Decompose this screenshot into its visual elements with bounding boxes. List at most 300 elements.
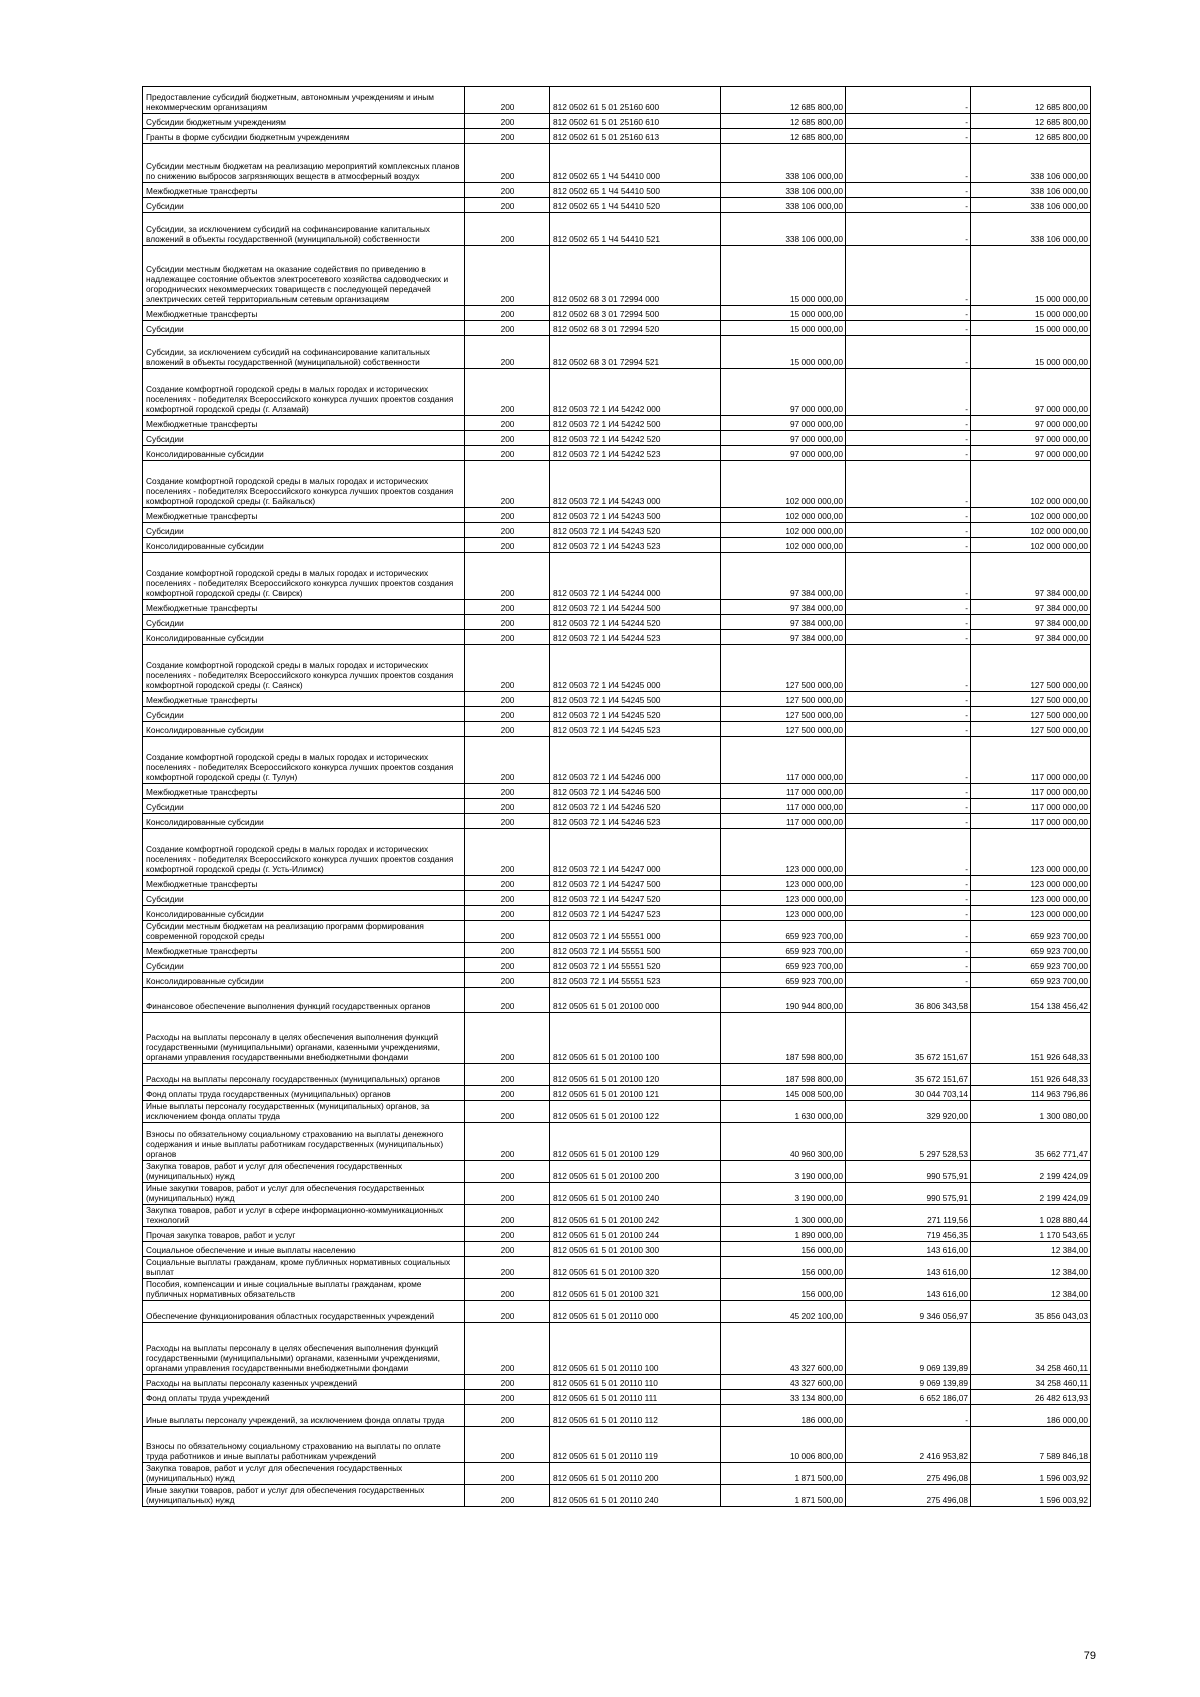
row-line-code: 200: [465, 737, 550, 784]
row-budget-code: 812 0503 72 1 И4 54242 000: [550, 369, 721, 416]
table-row: [143, 1227, 1091, 1242]
row-line-code: 200: [465, 538, 550, 553]
row-name: Консолидированные субсидии: [143, 814, 465, 829]
row-name: Финансовое обеспечение выполнения функций государственных органов: [143, 988, 465, 1013]
row-budget-code: 812 0502 68 3 01 72994 521: [550, 336, 721, 369]
row-unexecuted-amount: 102 000 000,00: [971, 523, 1091, 538]
row-name: Фонд оплаты труда учреждений: [143, 1390, 465, 1405]
table-row: [143, 707, 1091, 722]
row-approved-amount: 127 500 000,00: [721, 645, 846, 692]
row-approved-amount: 15 000 000,00: [721, 321, 846, 336]
row-budget-code: 812 0503 72 1 И4 54243 500: [550, 508, 721, 523]
table-row: [143, 630, 1091, 645]
table-row: [143, 183, 1091, 198]
row-budget-code: 812 0503 72 1 И4 55551 500: [550, 943, 721, 958]
row-executed-amount: 275 496,08: [846, 1463, 971, 1485]
row-unexecuted-amount: 102 000 000,00: [971, 508, 1091, 523]
table-row: [143, 1427, 1091, 1463]
row-approved-amount: 97 384 000,00: [721, 553, 846, 600]
row-line-code: 200: [465, 1485, 550, 1507]
row-executed-amount: 719 456,35: [846, 1227, 971, 1242]
row-approved-amount: 117 000 000,00: [721, 784, 846, 799]
row-line-code: 200: [465, 692, 550, 707]
row-approved-amount: 33 134 800,00: [721, 1390, 846, 1405]
row-name: Иные выплаты персоналу государственных (муниципальных) органов, за исключением фонда оплаты труда: [143, 1101, 465, 1123]
row-name: Межбюджетные трансферты: [143, 943, 465, 958]
row-name: Создание комфортной городской среды в малых городах и исторических поселениях - победителях Всероссийского конкурса лучших проектов создания комфортной городской среды (г. Байкальск): [143, 461, 465, 508]
table-row: [143, 431, 1091, 446]
row-unexecuted-amount: 15 000 000,00: [971, 336, 1091, 369]
row-budget-code: 812 0503 72 1 И4 54247 523: [550, 906, 721, 921]
row-approved-amount: 12 685 800,00: [721, 114, 846, 129]
row-name: Создание комфортной городской среды в малых городах и исторических поселениях - победителях Всероссийского конкурса лучших проектов создания комфортной городской среды (г. Саянск): [143, 645, 465, 692]
row-unexecuted-amount: 7 589 846,18: [971, 1427, 1091, 1463]
row-approved-amount: 97 384 000,00: [721, 615, 846, 630]
row-line-code: 200: [465, 1427, 550, 1463]
row-unexecuted-amount: 123 000 000,00: [971, 906, 1091, 921]
row-budget-code: 812 0503 72 1 И4 54247 000: [550, 829, 721, 876]
row-unexecuted-amount: 15 000 000,00: [971, 246, 1091, 306]
row-line-code: 200: [465, 553, 550, 600]
row-approved-amount: 45 202 100,00: [721, 1301, 846, 1323]
row-budget-code: 812 0505 61 5 01 20100 242: [550, 1205, 721, 1227]
row-name: Закупка товаров, работ и услуг в сфере информационно-коммуникационных технологий: [143, 1205, 465, 1227]
row-executed-amount: -: [846, 523, 971, 538]
row-executed-amount: -: [846, 213, 971, 246]
row-name: Консолидированные субсидии: [143, 722, 465, 737]
row-budget-code: 812 0502 68 3 01 72994 520: [550, 321, 721, 336]
row-unexecuted-amount: 35 856 043,03: [971, 1301, 1091, 1323]
row-unexecuted-amount: 338 106 000,00: [971, 183, 1091, 198]
table-row: [143, 600, 1091, 615]
table-row: [143, 829, 1091, 876]
row-name: Субсидии бюджетным учреждениям: [143, 114, 465, 129]
row-line-code: 200: [465, 144, 550, 183]
row-unexecuted-amount: 154 138 456,42: [971, 988, 1091, 1013]
row-line-code: 200: [465, 973, 550, 988]
row-unexecuted-amount: 102 000 000,00: [971, 461, 1091, 508]
row-budget-code: 812 0502 65 1 Ч4 54410 500: [550, 183, 721, 198]
row-approved-amount: 43 327 600,00: [721, 1323, 846, 1375]
row-executed-amount: 9 069 139,89: [846, 1323, 971, 1375]
row-approved-amount: 338 106 000,00: [721, 213, 846, 246]
row-name: Субсидии: [143, 321, 465, 336]
row-executed-amount: -: [846, 538, 971, 553]
row-line-code: 200: [465, 336, 550, 369]
row-executed-amount: -: [846, 321, 971, 336]
row-unexecuted-amount: 127 500 000,00: [971, 645, 1091, 692]
row-unexecuted-amount: 1 596 003,92: [971, 1485, 1091, 1507]
row-name: Субсидии: [143, 891, 465, 906]
row-name: Иные закупки товаров, работ и услуг для обеспечения государственных (муниципальных) нужд: [143, 1485, 465, 1507]
row-unexecuted-amount: 117 000 000,00: [971, 799, 1091, 814]
row-unexecuted-amount: 127 500 000,00: [971, 692, 1091, 707]
row-unexecuted-amount: 97 384 000,00: [971, 600, 1091, 615]
row-executed-amount: -: [846, 461, 971, 508]
row-executed-amount: 36 806 343,58: [846, 988, 971, 1013]
row-approved-amount: 15 000 000,00: [721, 336, 846, 369]
row-approved-amount: 3 190 000,00: [721, 1183, 846, 1205]
row-name: Субсидии, за исключением субсидий на софинансирование капитальных вложений в объекты государственной (муниципальной) собственности: [143, 213, 465, 246]
row-unexecuted-amount: 117 000 000,00: [971, 814, 1091, 829]
row-line-code: 200: [465, 1463, 550, 1485]
row-unexecuted-amount: 15 000 000,00: [971, 321, 1091, 336]
row-executed-amount: 275 496,08: [846, 1485, 971, 1507]
row-unexecuted-amount: 659 923 700,00: [971, 943, 1091, 958]
row-budget-code: 812 0505 61 5 01 20100 000: [550, 988, 721, 1013]
table-row: [143, 1086, 1091, 1101]
table-row: [143, 692, 1091, 707]
row-unexecuted-amount: 117 000 000,00: [971, 737, 1091, 784]
row-budget-code: 812 0505 61 5 01 20110 110: [550, 1375, 721, 1390]
row-name: Межбюджетные трансферты: [143, 183, 465, 198]
table-row: [143, 553, 1091, 600]
row-unexecuted-amount: 186 000,00: [971, 1405, 1091, 1427]
table-row: [143, 538, 1091, 553]
row-line-code: 200: [465, 615, 550, 630]
row-executed-amount: -: [846, 431, 971, 446]
row-line-code: 200: [465, 1086, 550, 1101]
table-row: [143, 416, 1091, 431]
row-name: Субсидии: [143, 799, 465, 814]
row-unexecuted-amount: 659 923 700,00: [971, 973, 1091, 988]
row-executed-amount: -: [846, 508, 971, 523]
row-executed-amount: -: [846, 707, 971, 722]
row-name: Иные закупки товаров, работ и услуг для обеспечения государственных (муниципальных) нужд: [143, 1183, 465, 1205]
row-line-code: 200: [465, 306, 550, 321]
table-row: [143, 799, 1091, 814]
row-name: Субсидии: [143, 523, 465, 538]
table-body: [143, 87, 1091, 1507]
table-row: [143, 645, 1091, 692]
row-approved-amount: 123 000 000,00: [721, 906, 846, 921]
row-line-code: 200: [465, 876, 550, 891]
row-approved-amount: 12 685 800,00: [721, 129, 846, 144]
row-line-code: 200: [465, 1064, 550, 1086]
row-executed-amount: -: [846, 416, 971, 431]
row-line-code: 200: [465, 600, 550, 615]
row-name: Субсидии: [143, 707, 465, 722]
row-executed-amount: -: [846, 814, 971, 829]
table-row: [143, 1123, 1091, 1161]
table-row: [143, 1405, 1091, 1427]
row-approved-amount: 1 890 000,00: [721, 1227, 846, 1242]
row-unexecuted-amount: 338 106 000,00: [971, 213, 1091, 246]
row-unexecuted-amount: 2 199 424,09: [971, 1183, 1091, 1205]
row-unexecuted-amount: 97 384 000,00: [971, 615, 1091, 630]
row-budget-code: 812 0505 61 5 01 20100 122: [550, 1101, 721, 1123]
row-approved-amount: 102 000 000,00: [721, 523, 846, 538]
row-approved-amount: 338 106 000,00: [721, 183, 846, 198]
row-budget-code: 812 0503 72 1 И4 54244 520: [550, 615, 721, 630]
table-row: [143, 615, 1091, 630]
row-name: Субсидии местным бюджетам на реализацию программ формирования современной городской среды: [143, 921, 465, 943]
table-row: [143, 943, 1091, 958]
row-approved-amount: 156 000,00: [721, 1279, 846, 1301]
budget-execution-table: [142, 86, 1091, 1507]
row-budget-code: 812 0505 61 5 01 20100 129: [550, 1123, 721, 1161]
row-name: Межбюджетные трансферты: [143, 784, 465, 799]
table-row: [143, 1301, 1091, 1323]
row-unexecuted-amount: 127 500 000,00: [971, 707, 1091, 722]
row-unexecuted-amount: 123 000 000,00: [971, 891, 1091, 906]
row-name: Консолидированные субсидии: [143, 538, 465, 553]
row-line-code: 200: [465, 1101, 550, 1123]
table-row: [143, 1279, 1091, 1301]
row-name: Расходы на выплаты персоналу в целях обеспечения выполнения функций государственными (муниципальными) органами, казенными учреждениями, органами управления государственными внебюджетными фондами: [143, 1013, 465, 1064]
row-name: Создание комфортной городской среды в малых городах и исторических поселениях - победителях Всероссийского конкурса лучших проектов создания комфортной городской среды (г. Тулун): [143, 737, 465, 784]
row-budget-code: 812 0502 65 1 Ч4 54410 000: [550, 144, 721, 183]
row-line-code: 200: [465, 446, 550, 461]
row-unexecuted-amount: 123 000 000,00: [971, 876, 1091, 891]
row-unexecuted-amount: 97 000 000,00: [971, 446, 1091, 461]
row-name: Создание комфортной городской среды в малых городах и исторических поселениях - победителях Всероссийского конкурса лучших проектов создания комфортной городской среды (г. Свирск): [143, 553, 465, 600]
row-executed-amount: 6 652 186,07: [846, 1390, 971, 1405]
row-line-code: 200: [465, 1161, 550, 1183]
row-name: Межбюджетные трансферты: [143, 600, 465, 615]
row-executed-amount: 9 069 139,89: [846, 1375, 971, 1390]
row-executed-amount: -: [846, 943, 971, 958]
row-budget-code: 812 0503 72 1 И4 54244 000: [550, 553, 721, 600]
table-row: [143, 246, 1091, 306]
row-executed-amount: 5 297 528,53: [846, 1123, 971, 1161]
row-executed-amount: -: [846, 973, 971, 988]
table-row: [143, 198, 1091, 213]
row-approved-amount: 15 000 000,00: [721, 246, 846, 306]
row-name: Субсидии: [143, 431, 465, 446]
row-budget-code: 812 0502 68 3 01 72994 000: [550, 246, 721, 306]
row-budget-code: 812 0505 61 5 01 20100 121: [550, 1086, 721, 1101]
row-budget-code: 812 0505 61 5 01 20110 111: [550, 1390, 721, 1405]
row-unexecuted-amount: 659 923 700,00: [971, 958, 1091, 973]
row-approved-amount: 187 598 800,00: [721, 1064, 846, 1086]
row-budget-code: 812 0503 72 1 И4 54244 523: [550, 630, 721, 645]
row-budget-code: 812 0503 72 1 И4 55551 520: [550, 958, 721, 973]
row-executed-amount: -: [846, 336, 971, 369]
row-budget-code: 812 0502 61 5 01 25160 600: [550, 87, 721, 114]
row-line-code: 200: [465, 416, 550, 431]
row-name: Обеспечение функционирования областных государственных учреждений: [143, 1301, 465, 1323]
row-unexecuted-amount: 123 000 000,00: [971, 829, 1091, 876]
row-approved-amount: 659 923 700,00: [721, 943, 846, 958]
row-budget-code: 812 0505 61 5 01 20100 321: [550, 1279, 721, 1301]
row-name: Взносы по обязательному социальному страхованию на выплаты денежного содержания и иные выплаты работникам государственных (муниципальных) органов: [143, 1123, 465, 1161]
row-approved-amount: 97 000 000,00: [721, 416, 846, 431]
row-budget-code: 812 0503 72 1 И4 54245 520: [550, 707, 721, 722]
row-unexecuted-amount: 26 482 613,93: [971, 1390, 1091, 1405]
row-approved-amount: 187 598 800,00: [721, 1013, 846, 1064]
row-executed-amount: -: [846, 144, 971, 183]
row-unexecuted-amount: 97 384 000,00: [971, 630, 1091, 645]
row-unexecuted-amount: 151 926 648,33: [971, 1013, 1091, 1064]
row-name: Гранты в форме субсидии бюджетным учреждениям: [143, 129, 465, 144]
table-row: [143, 921, 1091, 943]
table-row: [143, 1375, 1091, 1390]
row-name: Расходы на выплаты персоналу казенных учреждений: [143, 1375, 465, 1390]
row-name: Межбюджетные трансферты: [143, 508, 465, 523]
row-line-code: 200: [465, 1301, 550, 1323]
row-line-code: 200: [465, 906, 550, 921]
row-executed-amount: 990 575,91: [846, 1161, 971, 1183]
row-executed-amount: -: [846, 876, 971, 891]
row-unexecuted-amount: 338 106 000,00: [971, 144, 1091, 183]
row-approved-amount: 97 384 000,00: [721, 600, 846, 615]
table-row: [143, 973, 1091, 988]
row-approved-amount: 117 000 000,00: [721, 737, 846, 784]
row-executed-amount: -: [846, 129, 971, 144]
row-executed-amount: -: [846, 784, 971, 799]
row-approved-amount: 15 000 000,00: [721, 306, 846, 321]
row-unexecuted-amount: 97 000 000,00: [971, 369, 1091, 416]
row-executed-amount: -: [846, 183, 971, 198]
row-executed-amount: -: [846, 921, 971, 943]
table-row: [143, 1161, 1091, 1183]
row-name: Создание комфортной городской среды в малых городах и исторических поселениях - победителях Всероссийского конкурса лучших проектов создания комфортной городской среды (г. Усть-Илимск): [143, 829, 465, 876]
row-approved-amount: 117 000 000,00: [721, 799, 846, 814]
row-budget-code: 812 0502 65 1 Ч4 54410 520: [550, 198, 721, 213]
row-executed-amount: -: [846, 600, 971, 615]
row-budget-code: 812 0503 72 1 И4 54243 523: [550, 538, 721, 553]
row-approved-amount: 659 923 700,00: [721, 921, 846, 943]
row-unexecuted-amount: 97 000 000,00: [971, 416, 1091, 431]
row-approved-amount: 97 000 000,00: [721, 431, 846, 446]
row-name: Субсидии: [143, 198, 465, 213]
row-budget-code: 812 0503 72 1 И4 54246 523: [550, 814, 721, 829]
row-name: Консолидированные субсидии: [143, 973, 465, 988]
table-row: [143, 1257, 1091, 1279]
row-name: Закупка товаров, работ и услуг для обеспечения государственных (муниципальных) нужд: [143, 1463, 465, 1485]
row-unexecuted-amount: 1 170 543,65: [971, 1227, 1091, 1242]
table-row: [143, 446, 1091, 461]
row-unexecuted-amount: 12 384,00: [971, 1279, 1091, 1301]
row-executed-amount: 329 920,00: [846, 1101, 971, 1123]
row-executed-amount: 2 416 953,82: [846, 1427, 971, 1463]
row-approved-amount: 97 000 000,00: [721, 369, 846, 416]
table-row: [143, 988, 1091, 1013]
row-approved-amount: 156 000,00: [721, 1257, 846, 1279]
row-unexecuted-amount: 1 028 880,44: [971, 1205, 1091, 1227]
table-row: [143, 144, 1091, 183]
table-row: [143, 508, 1091, 523]
row-name: Расходы на выплаты персоналу государственных (муниципальных) органов: [143, 1064, 465, 1086]
row-approved-amount: 659 923 700,00: [721, 958, 846, 973]
row-name: Пособия, компенсации и иные социальные выплаты гражданам, кроме публичных нормативных обязательств: [143, 1279, 465, 1301]
table-row: [143, 461, 1091, 508]
row-approved-amount: 123 000 000,00: [721, 876, 846, 891]
row-line-code: 200: [465, 1183, 550, 1205]
table-row: [143, 1242, 1091, 1257]
row-unexecuted-amount: 34 258 460,11: [971, 1323, 1091, 1375]
row-executed-amount: -: [846, 1405, 971, 1427]
row-name: Консолидированные субсидии: [143, 446, 465, 461]
row-unexecuted-amount: 12 384,00: [971, 1242, 1091, 1257]
table-row: [143, 523, 1091, 538]
row-line-code: 200: [465, 921, 550, 943]
row-line-code: 200: [465, 246, 550, 306]
row-line-code: 200: [465, 829, 550, 876]
row-approved-amount: 1 871 500,00: [721, 1485, 846, 1507]
row-name: Субсидии: [143, 615, 465, 630]
row-approved-amount: 186 000,00: [721, 1405, 846, 1427]
row-approved-amount: 127 500 000,00: [721, 692, 846, 707]
row-budget-code: 812 0503 72 1 И4 54246 520: [550, 799, 721, 814]
row-executed-amount: -: [846, 891, 971, 906]
table-row: [143, 1183, 1091, 1205]
row-executed-amount: -: [846, 722, 971, 737]
row-line-code: 200: [465, 799, 550, 814]
row-name: Субсидии местным бюджетам на реализацию мероприятий комплексных планов по снижению выбросов загрязняющих веществ в атмосферный воздух: [143, 144, 465, 183]
table-row: [143, 306, 1091, 321]
table-row: [143, 891, 1091, 906]
row-executed-amount: 35 672 151,67: [846, 1013, 971, 1064]
row-approved-amount: 127 500 000,00: [721, 707, 846, 722]
row-budget-code: 812 0503 72 1 И4 54247 520: [550, 891, 721, 906]
row-unexecuted-amount: 12 685 800,00: [971, 129, 1091, 144]
row-line-code: 200: [465, 988, 550, 1013]
row-budget-code: 812 0503 72 1 И4 54246 000: [550, 737, 721, 784]
row-line-code: 200: [465, 1375, 550, 1390]
row-approved-amount: 97 000 000,00: [721, 446, 846, 461]
row-executed-amount: -: [846, 306, 971, 321]
row-approved-amount: 10 006 800,00: [721, 1427, 846, 1463]
row-executed-amount: 990 575,91: [846, 1183, 971, 1205]
row-name: Межбюджетные трансферты: [143, 306, 465, 321]
row-unexecuted-amount: 102 000 000,00: [971, 538, 1091, 553]
table-row: [143, 369, 1091, 416]
row-budget-code: 812 0503 72 1 И4 54247 500: [550, 876, 721, 891]
table-row: [143, 1101, 1091, 1123]
table-row: [143, 737, 1091, 784]
row-approved-amount: 338 106 000,00: [721, 144, 846, 183]
row-approved-amount: 1 300 000,00: [721, 1205, 846, 1227]
row-budget-code: 812 0503 72 1 И4 54242 520: [550, 431, 721, 446]
table-row: [143, 814, 1091, 829]
row-name: Межбюджетные трансферты: [143, 692, 465, 707]
row-approved-amount: 145 008 500,00: [721, 1086, 846, 1101]
row-unexecuted-amount: 97 000 000,00: [971, 431, 1091, 446]
row-unexecuted-amount: 151 926 648,33: [971, 1064, 1091, 1086]
row-approved-amount: 3 190 000,00: [721, 1161, 846, 1183]
table-row: [143, 213, 1091, 246]
row-approved-amount: 102 000 000,00: [721, 538, 846, 553]
row-executed-amount: -: [846, 630, 971, 645]
row-budget-code: 812 0503 72 1 И4 54244 500: [550, 600, 721, 615]
row-name: Закупка товаров, работ и услуг для обеспечения государственных (муниципальных) нужд: [143, 1161, 465, 1183]
row-executed-amount: -: [846, 246, 971, 306]
row-approved-amount: 123 000 000,00: [721, 891, 846, 906]
row-budget-code: 812 0505 61 5 01 20110 112: [550, 1405, 721, 1427]
row-name: Социальные выплаты гражданам, кроме публичных нормативных социальных выплат: [143, 1257, 465, 1279]
row-approved-amount: 1 630 000,00: [721, 1101, 846, 1123]
row-approved-amount: 659 923 700,00: [721, 973, 846, 988]
row-executed-amount: -: [846, 615, 971, 630]
table-row: [143, 336, 1091, 369]
table-row: [143, 114, 1091, 129]
row-approved-amount: 43 327 600,00: [721, 1375, 846, 1390]
row-executed-amount: 9 346 056,97: [846, 1301, 971, 1323]
row-name: Социальное обеспечение и иные выплаты населению: [143, 1242, 465, 1257]
row-budget-code: 812 0503 72 1 И4 55551 523: [550, 973, 721, 988]
row-executed-amount: 143 616,00: [846, 1257, 971, 1279]
row-budget-code: 812 0503 72 1 И4 54245 523: [550, 722, 721, 737]
row-executed-amount: -: [846, 553, 971, 600]
row-approved-amount: 338 106 000,00: [721, 198, 846, 213]
row-executed-amount: -: [846, 958, 971, 973]
row-budget-code: 812 0505 61 5 01 20100 320: [550, 1257, 721, 1279]
row-name: Консолидированные субсидии: [143, 630, 465, 645]
row-line-code: 200: [465, 958, 550, 973]
row-budget-code: 812 0505 61 5 01 20100 240: [550, 1183, 721, 1205]
